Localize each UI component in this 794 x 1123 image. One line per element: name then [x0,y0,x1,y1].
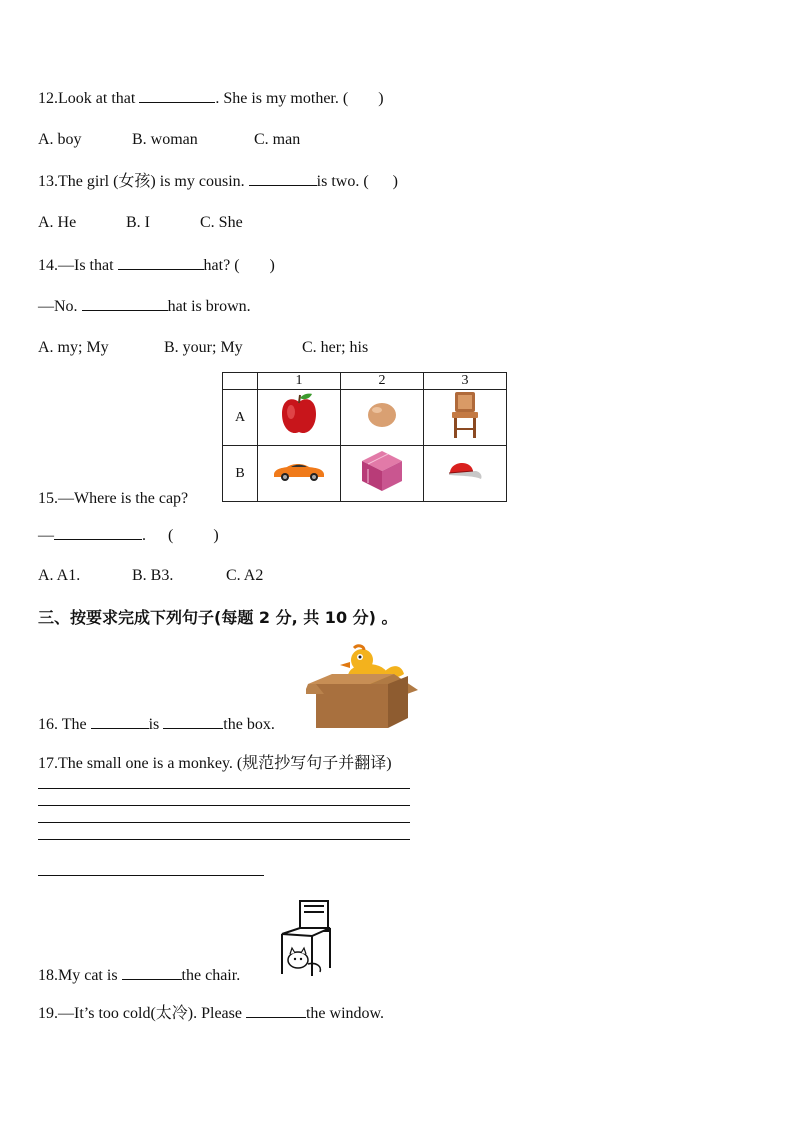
answer-blank[interactable] [139,88,215,103]
writing-line[interactable] [38,788,410,789]
option-b: B. woman [132,131,198,148]
q15-paren-open: ( [168,527,174,544]
section-title: 三、按要求完成下列句子(每题 2 分, 共 10 分) 。 [38,608,398,627]
grid-corner [223,373,258,390]
q13-text-b: is two. ( [316,173,369,190]
q15-options [38,566,263,586]
q14-options [38,338,368,358]
q13-options [38,213,243,233]
egg-icon [365,400,399,430]
q18-text-b: the chair. [181,967,241,984]
option-a: A. He [38,214,77,231]
option-a: A. my; My [38,339,109,356]
cap-icon [445,457,485,485]
q14-line2-b: hat is brown. [167,298,251,315]
option-c: C. A2 [226,567,264,584]
gift-box-icon [360,449,404,493]
grid-cell-a3 [424,390,507,446]
car-icon [271,460,327,482]
option-b: B. your; My [164,339,243,356]
q12-text-a: 12.Look at that [38,90,140,107]
q19-text-a: 19.—It’s too cold(太冷). Please [38,1005,246,1022]
q14-line1-a: 14.—Is that [38,257,118,274]
q12-paren-close: ) [378,90,384,107]
q18-text-a: 18.My cat is [38,967,122,984]
q12-options [38,130,300,150]
option-a: A. A1. [38,567,81,584]
grid-cell-a2 [341,390,424,446]
q15-answer-line [38,525,219,546]
option-b: B. B3. [132,567,174,584]
option-c: C. man [254,131,301,148]
q17-text: 17.The small one is a monkey. (规范抄写句子并翻译) [38,755,392,772]
answer-blank[interactable] [118,255,204,270]
q13-paren-close: ) [392,173,398,190]
option-b: B. I [126,214,150,231]
question-16 [38,714,275,735]
option-a: A. boy [38,131,82,148]
answer-blank[interactable] [163,714,223,729]
picture-grid [222,372,507,502]
apple-icon [279,392,319,438]
writing-line[interactable] [38,839,410,840]
q15-line2-b: . [142,527,146,544]
grid-cell-b1 [258,446,341,502]
q14-paren-close: ) [269,257,275,274]
q16-text-c: the box. [223,716,275,733]
answer-blank[interactable] [82,296,168,311]
question-18 [38,965,240,986]
grid-cell-b2 [341,446,424,502]
writing-line[interactable] [38,822,410,823]
row-header: A [223,390,258,446]
q16-text-a: 16. The [38,716,91,733]
q16-text-b: is [148,716,164,733]
option-c: C. She [200,214,243,231]
col-header: 2 [341,373,424,390]
grid-cell-a1 [258,390,341,446]
q15-line1: 15.—Where is the cap? [38,490,189,507]
question-19 [38,1003,384,1024]
translation-line[interactable] [38,875,264,876]
answer-blank[interactable] [249,171,317,186]
col-header: 3 [424,373,507,390]
answer-blank[interactable] [246,1003,306,1018]
q13-text-a: 13.The girl (女孩) is my cousin. [38,173,249,190]
q14-answer-line [38,296,251,317]
row-header: B [223,446,258,502]
duck-in-box-icon [306,644,420,730]
question-14 [38,255,275,276]
q15-paren-close: ) [213,527,219,544]
question-13 [38,171,398,192]
question-12 [38,88,384,109]
option-c: C. her; his [302,339,369,356]
answer-blank[interactable] [54,525,142,540]
q19-text-b: the window. [305,1005,385,1022]
q12-text-b: . She is my mother. ( [215,90,349,107]
q14-line1-b: hat? ( [203,257,240,274]
q15-line2-a: — [38,527,54,544]
chair-icon [448,390,482,440]
cat-under-chair-icon [278,898,334,978]
col-header: 1 [258,373,341,390]
answer-blank[interactable] [91,714,149,729]
grid-cell-b3 [424,446,507,502]
answer-blank[interactable] [122,965,182,980]
question-15 [38,489,188,509]
question-17 [38,754,392,774]
writing-line[interactable] [38,805,410,806]
q14-line2-a: —No. [38,298,82,315]
